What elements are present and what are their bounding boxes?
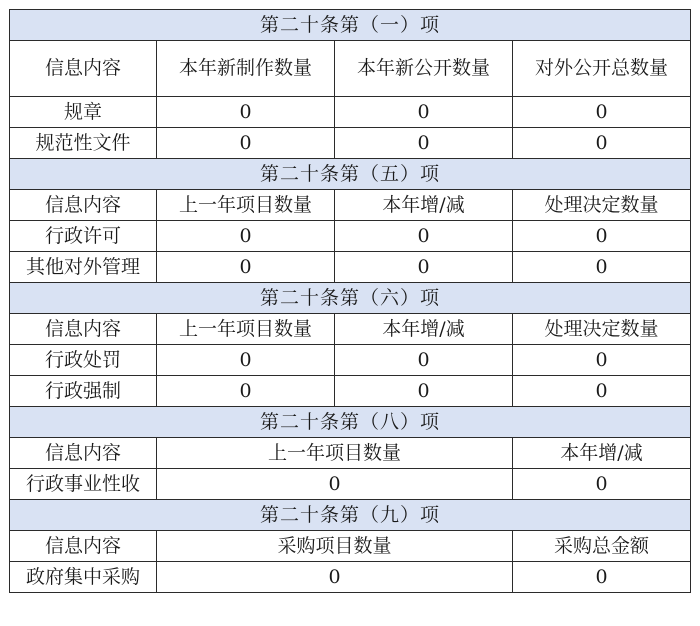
section-title: 第二十条第（一）项	[10, 10, 691, 41]
data-cell: 0	[157, 562, 513, 593]
row-label: 规范性文件	[10, 128, 157, 159]
table-row	[10, 469, 691, 500]
header-cell: 上一年项目数量	[157, 190, 335, 221]
data-cell: 0	[513, 128, 691, 159]
data-cell: 0	[335, 97, 513, 128]
table-row	[10, 128, 691, 159]
header-cell: 信息内容	[10, 438, 157, 469]
row-label: 行政处罚	[10, 345, 157, 376]
header-cell: 上一年项目数量	[157, 438, 513, 469]
section-title: 第二十条第（九）项	[10, 500, 691, 531]
header-cell: 处理决定数量	[513, 190, 691, 221]
row-label: 其他对外管理	[10, 252, 157, 283]
table-row	[10, 562, 691, 593]
table-body	[10, 10, 691, 593]
header-cell: 采购总金额	[513, 531, 691, 562]
disclosure-table	[9, 9, 691, 593]
header-cell: 本年新公开数量	[335, 41, 513, 97]
header-row	[10, 531, 691, 562]
data-cell: 0	[335, 376, 513, 407]
header-cell: 本年增/减	[513, 438, 691, 469]
section-title-row	[10, 283, 691, 314]
header-cell: 对外公开总数量	[513, 41, 691, 97]
data-cell: 0	[157, 345, 335, 376]
data-cell: 0	[335, 221, 513, 252]
data-cell: 0	[513, 97, 691, 128]
header-cell: 采购项目数量	[157, 531, 513, 562]
header-row	[10, 41, 691, 97]
data-cell: 0	[157, 221, 335, 252]
data-cell: 0	[335, 345, 513, 376]
header-cell: 本年增/减	[335, 190, 513, 221]
row-label: 行政事业性收	[10, 469, 157, 500]
table-row	[10, 345, 691, 376]
table-row	[10, 252, 691, 283]
header-cell: 处理决定数量	[513, 314, 691, 345]
header-row	[10, 314, 691, 345]
row-label: 行政许可	[10, 221, 157, 252]
row-label: 政府集中采购	[10, 562, 157, 593]
header-cell: 上一年项目数量	[157, 314, 335, 345]
data-cell: 0	[157, 469, 513, 500]
header-row	[10, 438, 691, 469]
data-cell: 0	[157, 252, 335, 283]
header-cell: 本年新制作数量	[157, 41, 335, 97]
row-label: 行政强制	[10, 376, 157, 407]
data-cell: 0	[335, 128, 513, 159]
section-title-row	[10, 407, 691, 438]
table-row	[10, 376, 691, 407]
table-row	[10, 221, 691, 252]
header-cell: 本年增/减	[335, 314, 513, 345]
data-cell: 0	[335, 252, 513, 283]
data-cell: 0	[513, 221, 691, 252]
data-cell: 0	[513, 469, 691, 500]
section-title: 第二十条第（五）项	[10, 159, 691, 190]
section-title: 第二十条第（八）项	[10, 407, 691, 438]
row-label: 规章	[10, 97, 157, 128]
data-cell: 0	[513, 562, 691, 593]
data-cell: 0	[157, 376, 335, 407]
data-cell: 0	[157, 97, 335, 128]
data-cell: 0	[157, 128, 335, 159]
section-title: 第二十条第（六）项	[10, 283, 691, 314]
header-cell: 信息内容	[10, 531, 157, 562]
header-cell: 信息内容	[10, 190, 157, 221]
header-cell: 信息内容	[10, 41, 157, 97]
header-row	[10, 190, 691, 221]
section-title-row	[10, 10, 691, 41]
header-cell: 信息内容	[10, 314, 157, 345]
section-title-row	[10, 159, 691, 190]
section-title-row	[10, 500, 691, 531]
data-cell: 0	[513, 376, 691, 407]
data-cell: 0	[513, 345, 691, 376]
table-row	[10, 97, 691, 128]
data-cell: 0	[513, 252, 691, 283]
